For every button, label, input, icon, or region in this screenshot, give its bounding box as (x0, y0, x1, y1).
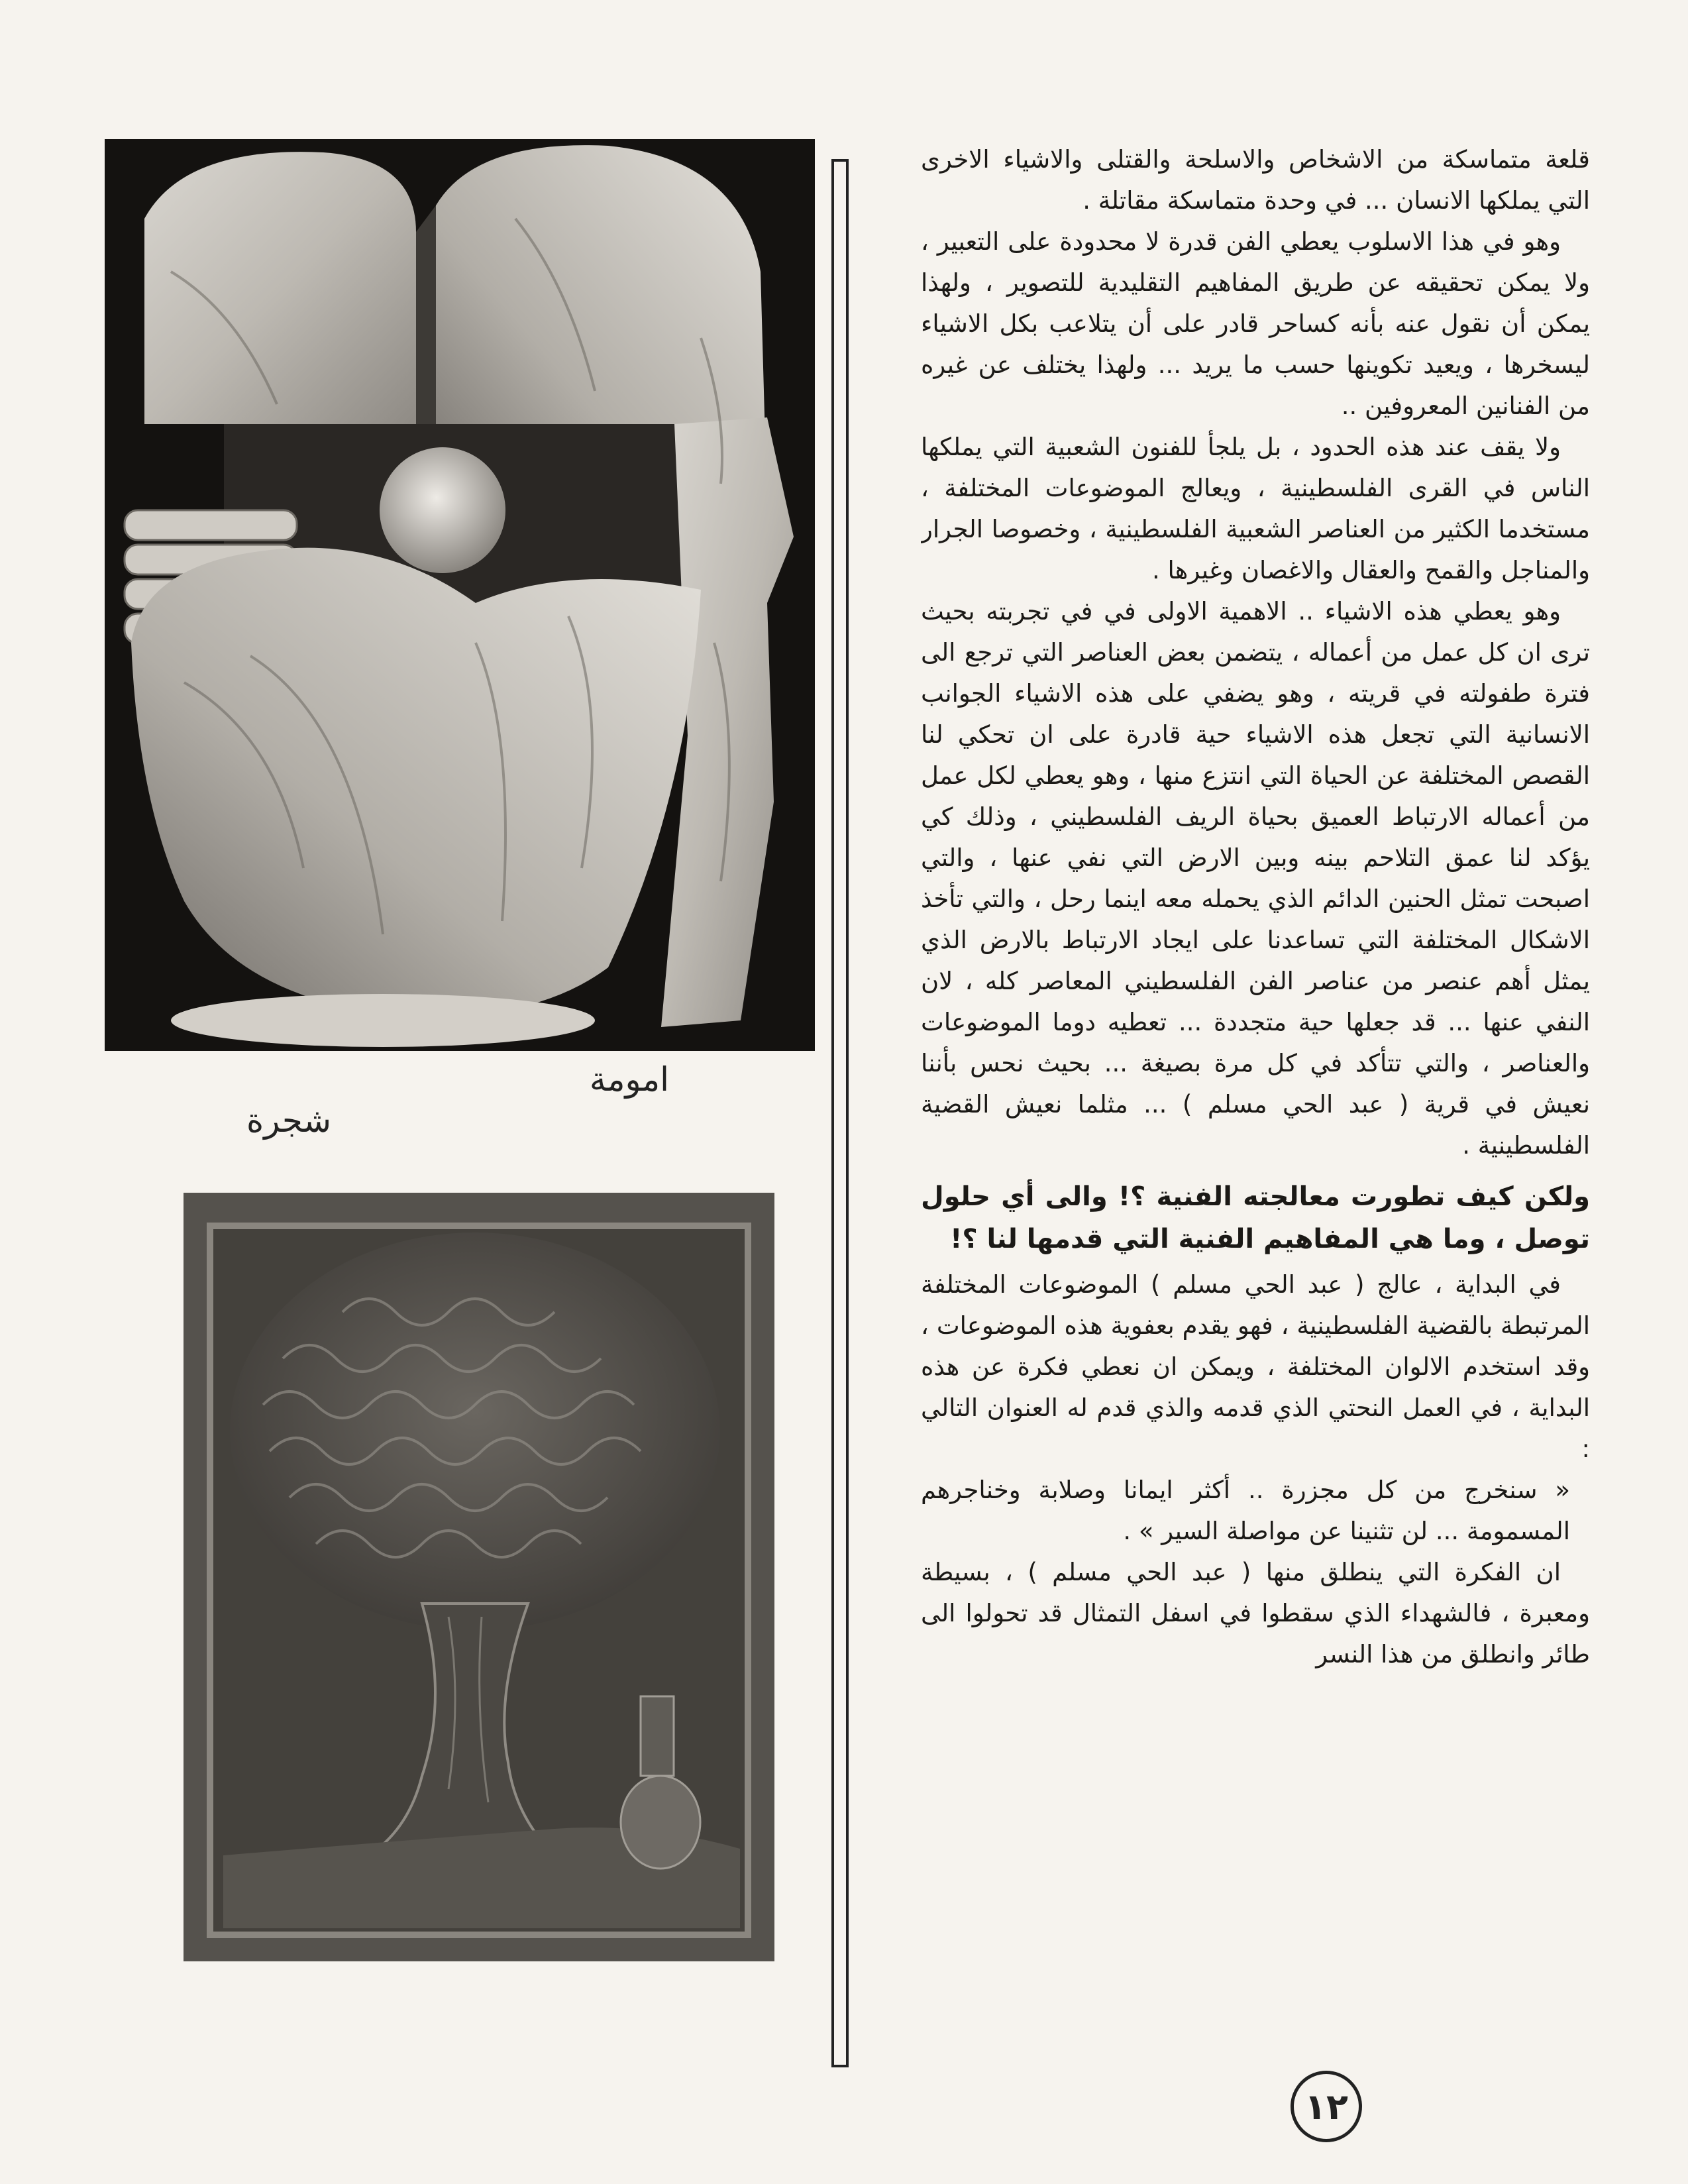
page-number: ١٢ (1291, 2071, 1362, 2142)
column-divider (831, 159, 849, 2067)
caption-tree: شجرة (246, 1101, 331, 1140)
paragraph-3: ولا يقف عند هذه الحدود ، بل يلجأ للفنون الشعبية التي يملكها الناس في القرى الفلسطينية ، ويعالج الموضوعات المختلفة ، مستخدما الكثير من العناصر الشعبية الفلسطينية ، وخصوصا الجرار والمناجل والقمح والعقال والاغصان وغيرها . (921, 433, 1590, 584)
paragraph-4: وهو يعطي هذه الاشياء .. الاهمية الاولى في في تجربته بحيث ترى ان كل عمل من أعماله ، يتضمن بعض العناصر التي ترجع الى فترة طفولته في قريته ، وهو يضفي على هذه الاشياء الجوانب الانسانية التي تجعل هذه الاشياء حية قادرة على ان تحكي لنا القصص المختلفة عن الحياة التي انتزع منها ، وهو يعطي لكل عمل من أعماله الارتباط العميق بحياة الريف الفلسطيني ، وذلك كي يؤكد لنا عمق التلاحم بينه وبين الارض التي نفي عنها ، والتي اصبحت تمثل الحنين الدائم الذي يحمله معه اينما رحل ، والتي تأخذ الاشكال المختلفة التي تساعدنا على ايجاد الارتباط بالارض الذي يمثل أهم عنصر من عناصر الفن الفلسطيني المعاصر كله ، لان النفي عنها ... قد جعلها حية متجددة ... تعطيه دوما الموضوعات والعناصر ، والتي تتأكد في كل مرة بصيغة ... بحيث نحس بأننا نعيش في قرية ( عبد الحي مسلم ) ... مثلما نعيش القضية الفلسطينية . (921, 597, 1590, 1160)
section-heading: ولكن كيف تطورت معالجته الفنية ؟! والى أي حلول توصل ، وما هي المفاهيم الفنية التي قدمها لنا ؟! (921, 1181, 1590, 1254)
tree-relief-photo (184, 1193, 774, 1961)
article-body (921, 139, 1590, 2028)
sculpture-image (105, 139, 815, 1051)
tree-relief-image (184, 1193, 774, 1961)
paragraph-5: في البداية ، عالج ( عبد الحي مسلم ) الموضوعات المختلفة المرتبطة بالقضية الفلسطينية ، فهو يقدم بعفوية هذه الموضوعات ، وقد استخدم الالوان المختلفة ، ويمكن ان نعطي فكرة عن هذه البداية ، في العمل النحتي الذي قدمه والذي قدم له العنوان التالي : (921, 1270, 1590, 1463)
quotation: « سنخرج من كل مجزرة .. أكثر ايمانا وصلابة وخناجرهم المسمومة ... لن تثنينا عن مواصلة السير » . (921, 1476, 1570, 1545)
paragraph-1: قلعة متماسكة من الاشخاص والاسلحة والقتلى والاشياء الاخرى التي يملكها الانسان ... في وحدة متماسكة مقاتلة . (921, 145, 1590, 215)
caption-motherhood: امومة (589, 1060, 669, 1099)
paragraph-6: ان الفكرة التي ينطلق منها ( عبد الحي مسلم ) ، بسيطة ومعبرة ، فالشهداء الذي سقطوا في اسفل التمثال قد تحولوا الى طائر وانطلق من هذا النسر (921, 1558, 1590, 1668)
sculpture-photo (105, 139, 815, 1051)
paragraph-2: وهو في هذا الاسلوب يعطي الفن قدرة لا محدودة على التعبير ، ولا يمكن تحقيقه عن طريق المفاهيم التقليدية للتصوير ، ولهذا يمكن أن نقول عنه بأنه كساحر قادر على أن يتلاعب بكل الاشياء ليسخرها ، ويعيد تكوينها حسب ما يريد ... ولهذا يختلف عن غيره من الفنانين المعروفين .. (921, 227, 1590, 420)
